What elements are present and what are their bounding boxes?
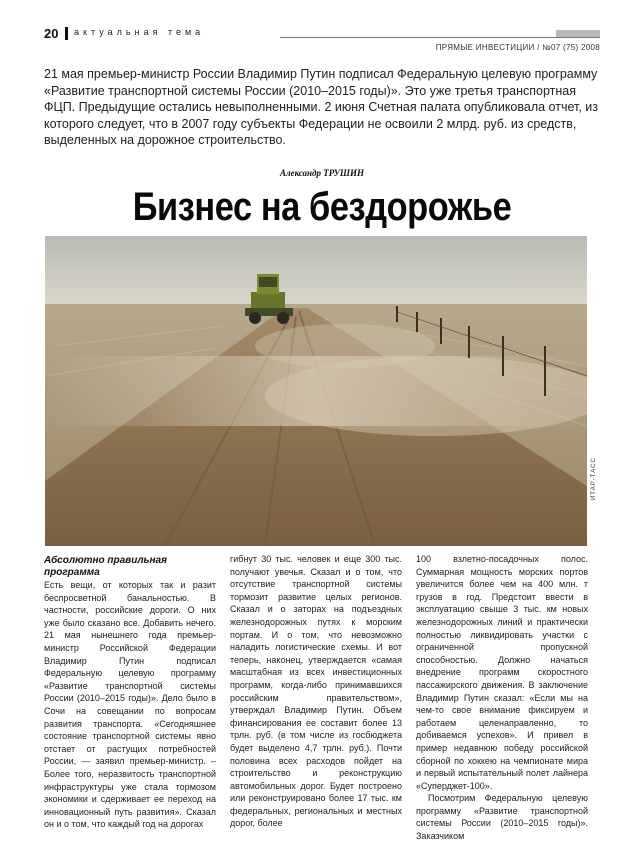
article-column-3: [416, 553, 588, 843]
article-column-2: [230, 553, 402, 830]
photo-credit: ИТАР-ТАСС: [591, 457, 597, 500]
publication-info: ПРЯМЫЕ ИНВЕСТИЦИИ / №07 (75) 2008: [435, 43, 600, 52]
column-1-text: Есть вещи, от которых так и разит беспросветной банальностью. В частности, российские дороги. О них уже было сказано все. Добавить нечего. 21 мая нынешнего года премьер-министр Российской Федерации Владимир Путин подписал Федеральную целевую программу «Развитие транспортной системы России (2010–2015 годы)». Дело было в Сочи на совещании по вопросам развития транспорта. «Сегодняшнее состояние транспортной системы явно отстает от растущих потребностей России, — заявил премьер-министр. – Более того, неразвитость транспортной инфраструктуры уже стала тормозом экономики и сдерживает ее переход на инновационный путь развития». Сказал он и о том, что каждый год на дорогах: [44, 580, 216, 830]
article-subhead: Абсолютно правильная программа: [44, 555, 167, 578]
column-3-text: 100 взлетно-посадочных полос. Суммарная мощность морских портов увеличится более чем на 400 млн. т грузов в год. Предстоит ввести в эксплуатацию свыше 3 тыс. км новых железнодорожных линий и практически полностью ликвидировать участки с ограниченной пропускной способностью. Должно начаться внедрение программ скоростного пассажирского движения. В заключение Владимир Путин сказал: «Если мы на чем-то свое внимание фиксируем и работаем целенаправленно, то добиваемся успехов». И привел в пример недавнюю победу российской сборной по хоккею на чемпионате мира и первый испытательный полет лайнера «Суперджет-100».: [416, 554, 588, 791]
author-byline: Александр ТРУШИН: [279, 168, 365, 178]
rubric-marker: [65, 27, 68, 40]
article-column-1: [44, 555, 216, 831]
page-number: 20: [44, 26, 59, 41]
header-rule: [280, 37, 600, 38]
article-headline: Бизнес на бездорожье: [132, 185, 512, 229]
photo-sky: [45, 236, 587, 306]
column-3-paragraph-2: Посмотрим Федеральную целевую программу «Развитие транспортной системы России (2010–2015 годы)». Заказчиком: [416, 793, 588, 842]
column-2-text: гибнут 30 тыс. человек и еще 300 тыс. получают увечья. Сказал и о том, что отсутствие транспортной системы тормозит развитие целых регионов. Сказал и о заторах на подъездных железнодорожных путях к морским портам. И о том, что невозможно наладить логистические схемы. И вот теперь, наконец, утверждается «самая масштабная из всех инвестиционных программ, когда-либо принимавшихся российским правительством», утверждал Владимир Путин. Объем финансирования ее составит более 13 трлн. руб. (в том числе из госбюджета будет выделено 4,7 трлн. руб.). Почти половина всех расходов пойдет на строительство и реконструкцию автомобильных дорог. Будет построено или реконструировано более 17 тыс. км федеральных, региональных и местных дорог, более: [230, 554, 402, 829]
lead-paragraph: 21 мая премьер-министр России Владимир Путин подписал Федеральную целевую программу «Развитие транспортной системы России (2010–2015 годы)». Это уже третья транспортная ФЦП. Предыдущие остались невыполненными. 2 июня Счетная палата опубликовала отчет, из которого следует, что в 2007 году субъекты Федерации не освоили 2 млрд. руб. из средств, выделенных на дорожное строительство.: [44, 67, 598, 147]
road-photo: [45, 236, 587, 546]
header-accent-bar: [556, 30, 600, 37]
rubric-label: актуальная тема: [74, 27, 205, 37]
